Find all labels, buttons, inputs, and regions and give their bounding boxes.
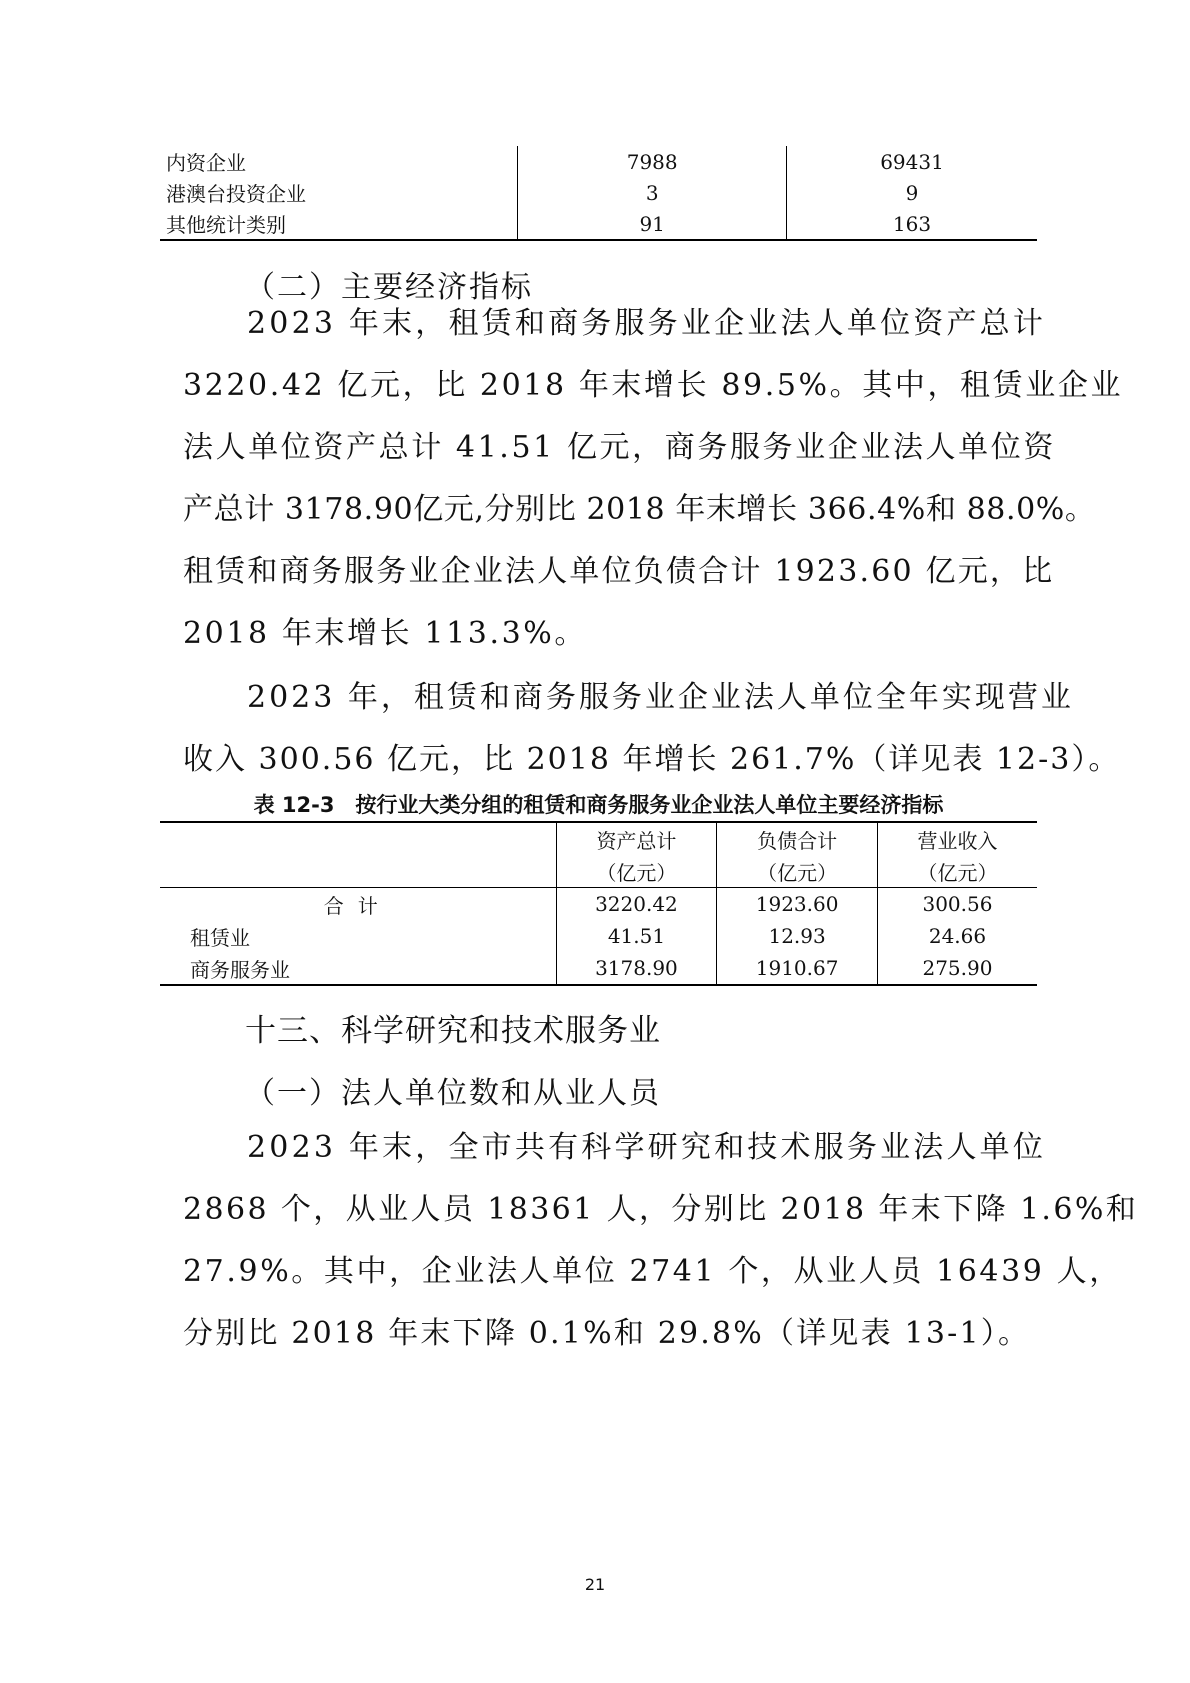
text-line: 2023 年末，全市共有科学研究和技术服务业法人单位	[247, 1130, 1047, 1165]
cell-value: 9	[787, 177, 1038, 208]
row-label: 租赁业	[190, 925, 250, 950]
cell-value: 1910.67	[717, 952, 878, 985]
cell-value: 3178.90	[556, 952, 717, 985]
text-line: 收入 300.56 亿元，比 2018 年增长 261.7%（详见表 12-3）。	[183, 742, 1121, 777]
text-line: 租赁和商务服务业企业法人单位负债合计 1923.60 亿元，比	[183, 554, 1055, 589]
cell-value: 1923.60	[717, 888, 878, 921]
cell-value: 69431	[787, 146, 1038, 177]
text-line: 法人单位资产总计 41.51 亿元，商务服务业企业法人单位资	[183, 430, 1056, 465]
row-label: 其他统计类别	[160, 208, 518, 240]
table-row	[160, 952, 1037, 985]
cell-value: 3220.42	[556, 888, 717, 921]
cell-value: 24.66	[877, 920, 1037, 952]
page-number: 21	[584, 1575, 606, 1594]
enterprise-type-table	[160, 146, 1037, 241]
text-line: 产总计 3178.90亿元,分别比 2018 年末增长 366.4%和 88.0%。	[183, 492, 1096, 527]
table-header-unit-row	[160, 855, 1037, 888]
section-heading-science-tech: 十三、科学研究和技术服务业	[245, 1013, 661, 1049]
header-assets: 资产总计	[556, 822, 717, 855]
header-blank	[160, 855, 556, 888]
cell-value: 300.56	[877, 888, 1037, 921]
header-revenue: 营业收入	[877, 822, 1037, 855]
header-unit: （亿元）	[717, 855, 878, 888]
cell-value: 12.93	[717, 920, 878, 952]
cell-value: 41.51	[556, 920, 717, 952]
table-row-total	[160, 888, 1037, 921]
table-header-row	[160, 822, 1037, 855]
cell-value: 7988	[518, 146, 787, 177]
table-row	[160, 177, 1037, 208]
cell-value: 91	[518, 208, 787, 240]
text-line: 2023 年，租赁和商务服务业企业法人单位全年实现营业	[247, 680, 1074, 715]
row-label: 合计	[323, 893, 392, 918]
text-line: 分别比 2018 年末下降 0.1%和 29.8%（详见表 13-1）。	[183, 1316, 1031, 1351]
economic-indicators-table	[160, 821, 1037, 986]
section-heading-economic-indicators: （二）主要经济指标	[245, 270, 533, 305]
row-label: 内资企业	[166, 151, 246, 175]
text-line: 27.9%。其中，企业法人单位 2741 个，从业人员 16439 人，	[183, 1254, 1122, 1289]
header-liabilities: 负债合计	[717, 822, 878, 855]
row-label: 商务服务业	[160, 952, 556, 985]
cell-value: 3	[518, 177, 787, 208]
cell-value: 275.90	[877, 952, 1037, 985]
cell-value: 163	[787, 208, 1038, 240]
section-subheading-units-employees: （一）法人单位数和从业人员	[245, 1076, 661, 1111]
text-line: 2023 年末，租赁和商务服务业企业法人单位资产总计	[247, 306, 1047, 341]
text-line: 3220.42 亿元，比 2018 年末增长 89.5%。其中，租赁业企业	[183, 368, 1124, 403]
text-line: 2868 个，从业人员 18361 人，分别比 2018 年末下降 1.6%和	[183, 1192, 1139, 1227]
table-row	[160, 920, 1037, 952]
header-unit: （亿元）	[556, 855, 717, 888]
table-row	[160, 208, 1037, 240]
text-line: 2018 年末增长 113.3%。	[183, 616, 588, 651]
table-row	[160, 146, 1037, 177]
table-title: 表 12-3 按行业大类分组的租赁和商务服务业企业法人单位主要经济指标	[253, 793, 944, 817]
row-label: 港澳台投资企业	[166, 182, 306, 206]
header-unit: （亿元）	[877, 855, 1037, 888]
header-blank	[160, 822, 556, 855]
